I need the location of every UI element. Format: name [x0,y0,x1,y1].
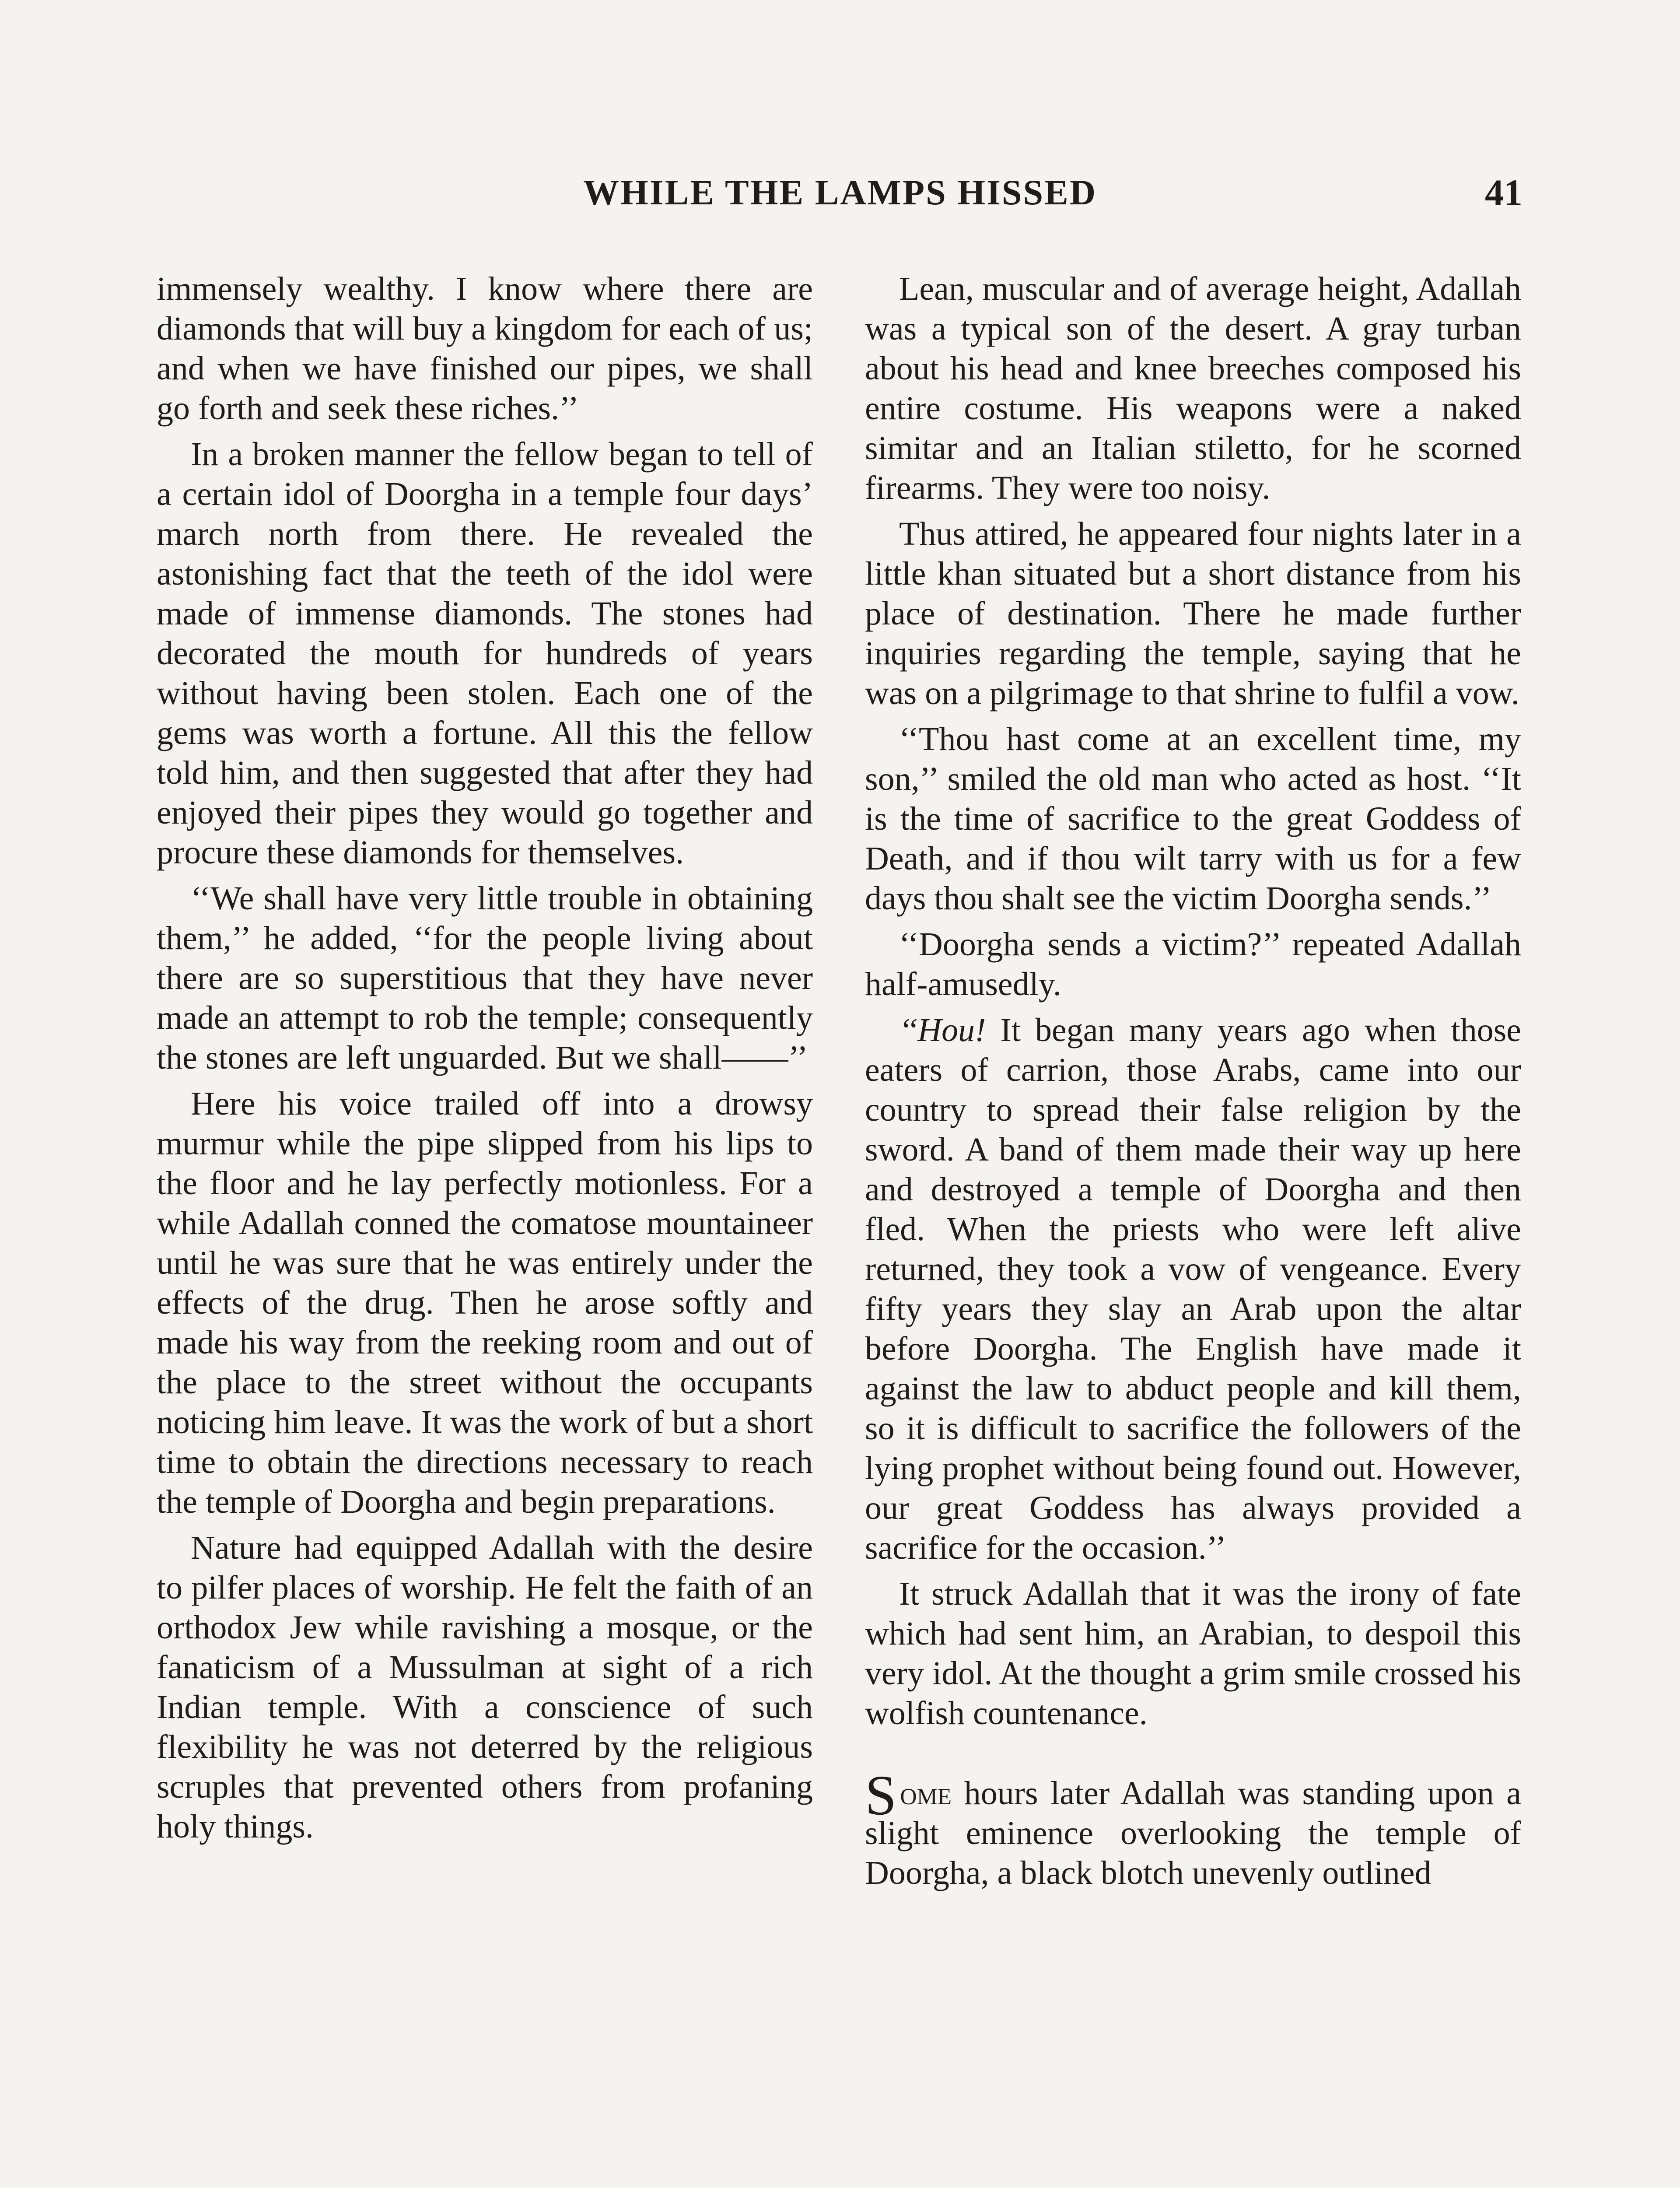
right-column [865,269,1521,1899]
running-title: WHILE THE LAMPS HISSED [583,172,1097,212]
paragraph [865,1010,1521,1568]
paragraph: ‘‘We shall have very little trouble in obtaining them,’’ he added, ‘‘for the people living about there are so superstitious that they have never made an attempt to rob the temple; consequently the stones are left unguarded. But we shall——’’ [157,880,813,1076]
paragraph: Nature had equipped Adallah with the desire to pilfer places of worship. He felt the faith of an orthodox Jew while ravishing a mosque, or the fanaticism of a Mussulman at sight of a rich Indian temple. With a conscience of such flexibility he was not deterred by the religious scruples that prevented others from profaning holy things. [157,1529,813,1845]
paragraph: In a broken manner the fellow began to tell of a certain idol of Doorgha in a temple four days’ march north from there. He revealed the astonishing fact that the teeth of the idol were made of immense diamonds. The stones had decorated the mouth for hundreds of years without having been stolen. Each one of the gems was worth a fortune. All this the fellow told him, and then suggested that after they had enjoyed their pipes they would go together and procure these diamonds for themselves. [157,436,813,871]
paragraph: Lean, muscular and of average height, Adallah was a typical son of the desert. A gray turban about his head and knee breeches composed his entire costume. His weapons were a naked simitar and an Italian stiletto, for he scorned firearms. They were too noisy. [865,270,1521,506]
paragraph: immensely wealthy. I know where there are diamonds that will buy a kingdom for each of us; and when we have finished our pipes, we shall go forth and seek these riches.’’ [157,270,813,427]
paragraph-text: It began many years ago when those eaters of carrion, those Arabs, came into our country to spread their false religion by the sword. A band of them made their way up here and destroyed a temple of Doorgha and then fled. When the priests who were left alive returned, they took a vow of vengeance. Every fifty years they slay an Arab upon the altar before Doorgha. The English have made it against the law to abduct people and kill them, so it is difficult to sacrifice the followers of the lying prophet without being found out. However, our great Goddess has always provided a sacrifice for the occasion.’’ [865,1012,1521,1566]
paragraph: It struck Adallah that it was the irony of fate which had sent him, an Arabian, to despoil this very idol. At the thought a grim smile crossed his wolfish countenance. [865,1575,1521,1732]
page-number: 41 [1485,172,1522,214]
section-opening-paragraph [865,1764,1521,1893]
paragraph: Thus attired, he appeared four nights later in a little khan situated but a short distance from his place of destination. There he made further inquiries regarding the temple, saying that he was on a pilgrimage to that shrine to fulfil a vow. [865,515,1521,712]
paragraph: Here his voice trailed off into a drowsy murmur while the pipe slipped from his lips to the floor and he lay perfectly motionless. For a while Adallah conned the comatose mountaineer until he was sure that he was entirely under the effects of the drug. Then he arose softly and made his way from the reeking room and out of the place to the street without the occupants noticing him leave. It was the work of but a short time to obtain the directions necessary to reach the temple of Doorgha and begin preparations. [157,1085,813,1520]
small-caps-lead: ome [900,1775,952,1812]
paragraph-text: hours later Adallah was standing upon a slight eminence overlooking the temple of Doorgha, a black blotch unevenly outlined [865,1775,1521,1891]
drop-cap: S [865,1764,897,1827]
italic-exclamation: ‘‘Hou! [899,1012,986,1048]
running-head [158,168,1522,217]
left-column [157,269,813,1853]
paragraph: ‘‘Doorgha sends a victim?’’ repeated Adallah half-amusedly. [865,926,1521,1003]
paragraph: ‘‘Thou hast come at an excellent time, my son,’’ smiled the old man who acted as host. ‘‘It is the time of sacrifice to the great Goddess of Death, and if thou wilt tarry with us for a few days thou shalt see the victim Doorgha sends.’’ [865,721,1521,917]
